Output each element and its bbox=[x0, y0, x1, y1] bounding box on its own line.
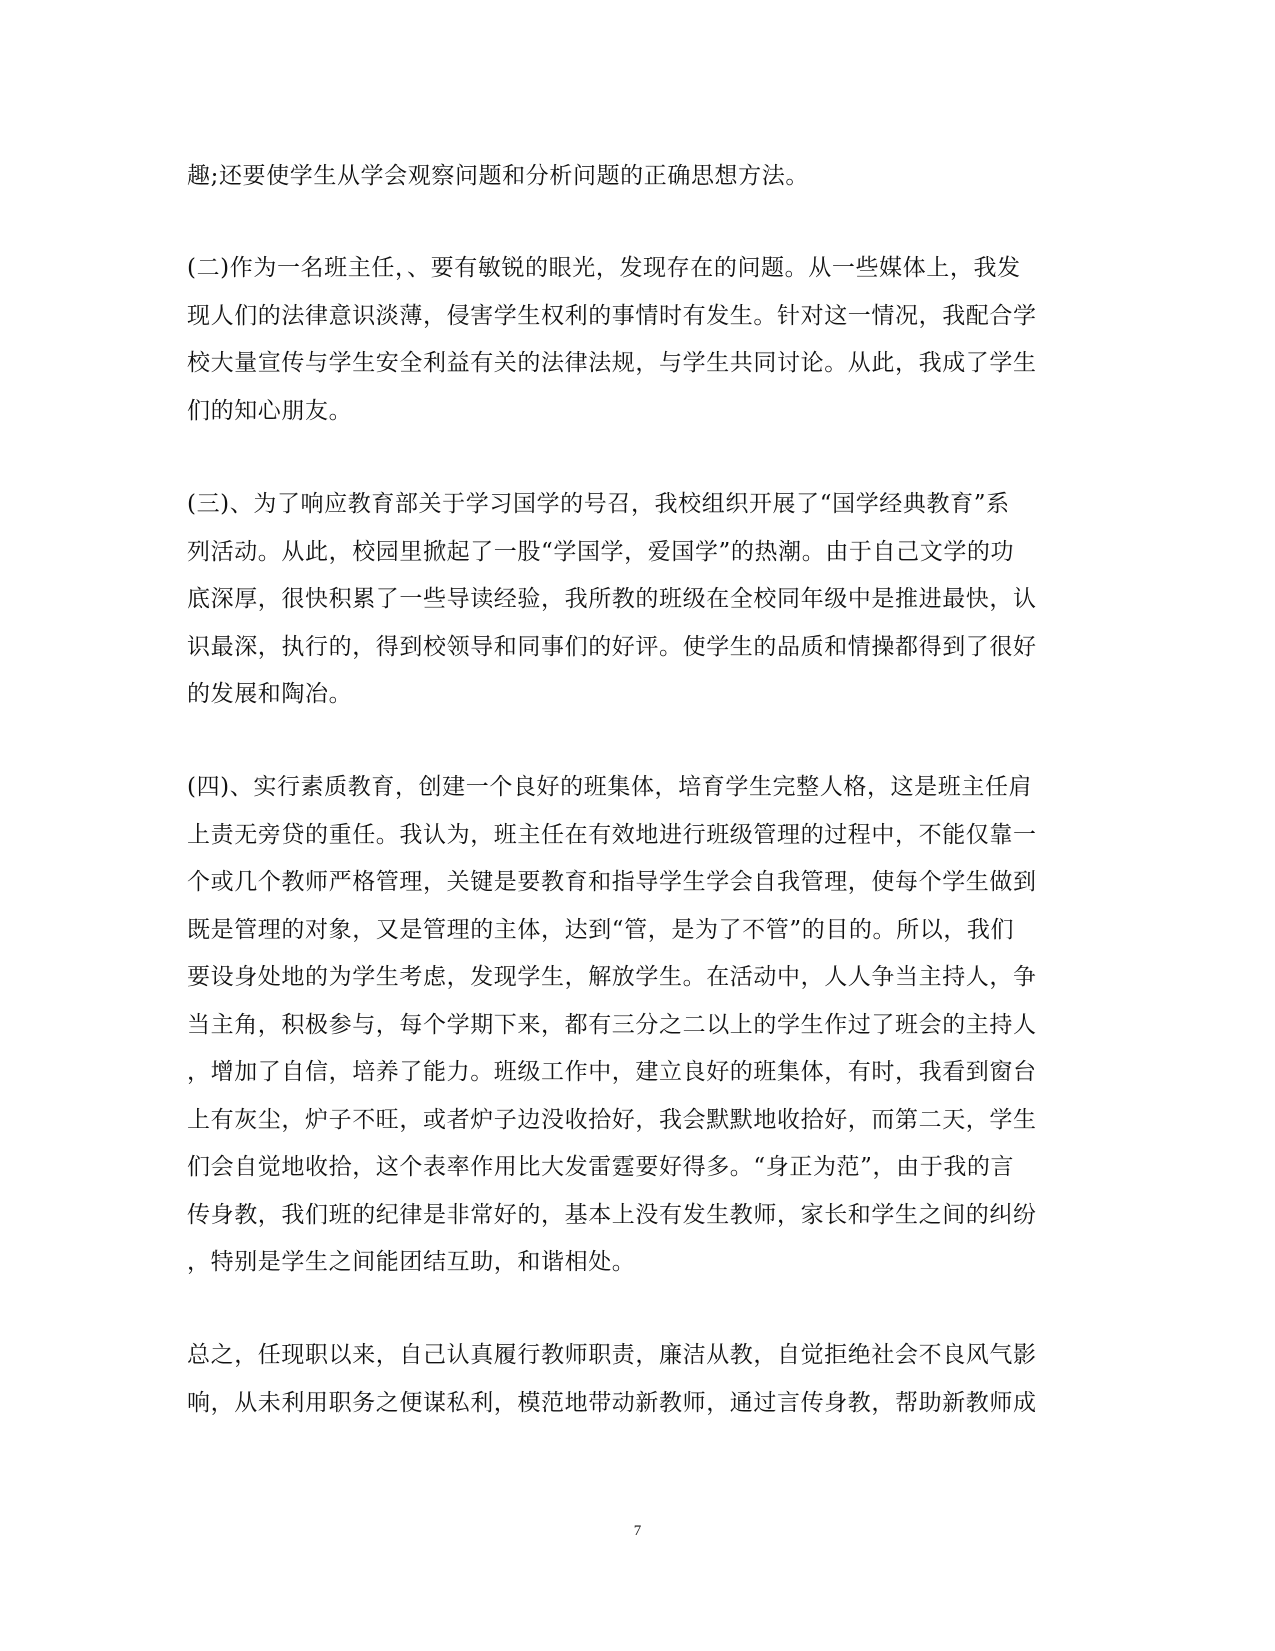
paragraph-4-line-1: (四)、实行素质教育，创建一个良好的班集体，培育学生完整人格，这是班主任肩 bbox=[187, 774, 1033, 800]
paragraph-5-line-2: 响，从未利用职务之便谋私利，模范地带动新教师，通过言传身教，帮助新教师成 bbox=[187, 1390, 1037, 1416]
paragraph-3-line-4: 识最深，执行的，得到校领导和同事们的好评。使学生的品质和情操都得到了很好 bbox=[187, 634, 1037, 660]
paragraph-4-line-3: 个或几个教师严格管理，关键是要教育和指导学生学会自我管理，使每个学生做到 bbox=[187, 869, 1037, 895]
paragraph-4-line-6: 当主角，积极参与，每个学期下来，都有三分之二以上的学生作过了班会的主持人 bbox=[187, 1012, 1037, 1038]
paragraph-4-line-4: 既是管理的对象，又是管理的主体，达到“管，是为了不管”的目的。所以，我们 bbox=[187, 917, 1015, 943]
paragraph-5-line-1: 总之，任现职以来，自己认真履行教师职责，廉洁从教，自觉拒绝社会不良风气影 bbox=[187, 1342, 1037, 1368]
paragraph-3-line-5: 的发展和陶冶。 bbox=[187, 681, 353, 707]
paragraph-4-line-9: 们会自觉地收拾，这个表率作用比大发雷霆要好得多。“身正为范”，由于我的言 bbox=[187, 1154, 1015, 1180]
paragraph-3-line-1: (三)、为了响应教育部关于学习国学的号召，我校组织开展了“国学经典教育”系 bbox=[187, 491, 1010, 517]
paragraph-4-line-8: 上有灰尘，炉子不旺，或者炉子边没收拾好，我会默默地收拾好，而第二天，学生 bbox=[187, 1107, 1037, 1133]
paragraph-3-line-2: 列活动。从此，校园里掀起了一股“学国学，爱国学”的热潮。由于自己文学的功 bbox=[187, 539, 1015, 565]
paragraph-4-line-2: 上责无旁贷的重任。我认为，班主任在有效地进行班级管理的过程中，不能仅靠一 bbox=[187, 822, 1037, 848]
paragraph-4-line-11: ，特别是学生之间能团结互助，和谐相处。 bbox=[187, 1249, 636, 1275]
paragraph-2-line-2: 现人们的法律意识淡薄，侵害学生权利的事情时有发生。针对这一情况，我配合学 bbox=[187, 303, 1037, 329]
paragraph-4-line-7: ，增加了自信，培养了能力。班级工作中，建立良好的班集体，有时，我看到窗台 bbox=[187, 1059, 1037, 1085]
paragraph-3-line-3: 底深厚，很快积累了一些导读经验，我所教的班级在全校同年级中是推进最快，认 bbox=[187, 586, 1037, 612]
paragraph-4-line-10: 传身教，我们班的纪律是非常好的，基本上没有发生教师，家长和学生之间的纠纷 bbox=[187, 1202, 1037, 1228]
page-number: 7 bbox=[633, 1523, 642, 1539]
paragraph-2-line-1: (二)作为一名班主任，、要有敏锐的眼光，发现存在的问题。从一些媒体上，我发 bbox=[187, 255, 1021, 281]
paragraph-2-line-4: 们的知心朋友。 bbox=[187, 398, 353, 424]
paragraph-4-line-5: 要设身处地的为学生考虑，发现学生，解放学生。在活动中，人人争当主持人，争 bbox=[187, 964, 1037, 990]
paragraph-1-line-1: 趣;还要使学生从学会观察问题和分析问题的正确思想方法。 bbox=[187, 163, 809, 189]
paragraph-2-line-3: 校大量宣传与学生安全利益有关的法律法规，与学生共同讨论。从此，我成了学生 bbox=[187, 350, 1037, 376]
